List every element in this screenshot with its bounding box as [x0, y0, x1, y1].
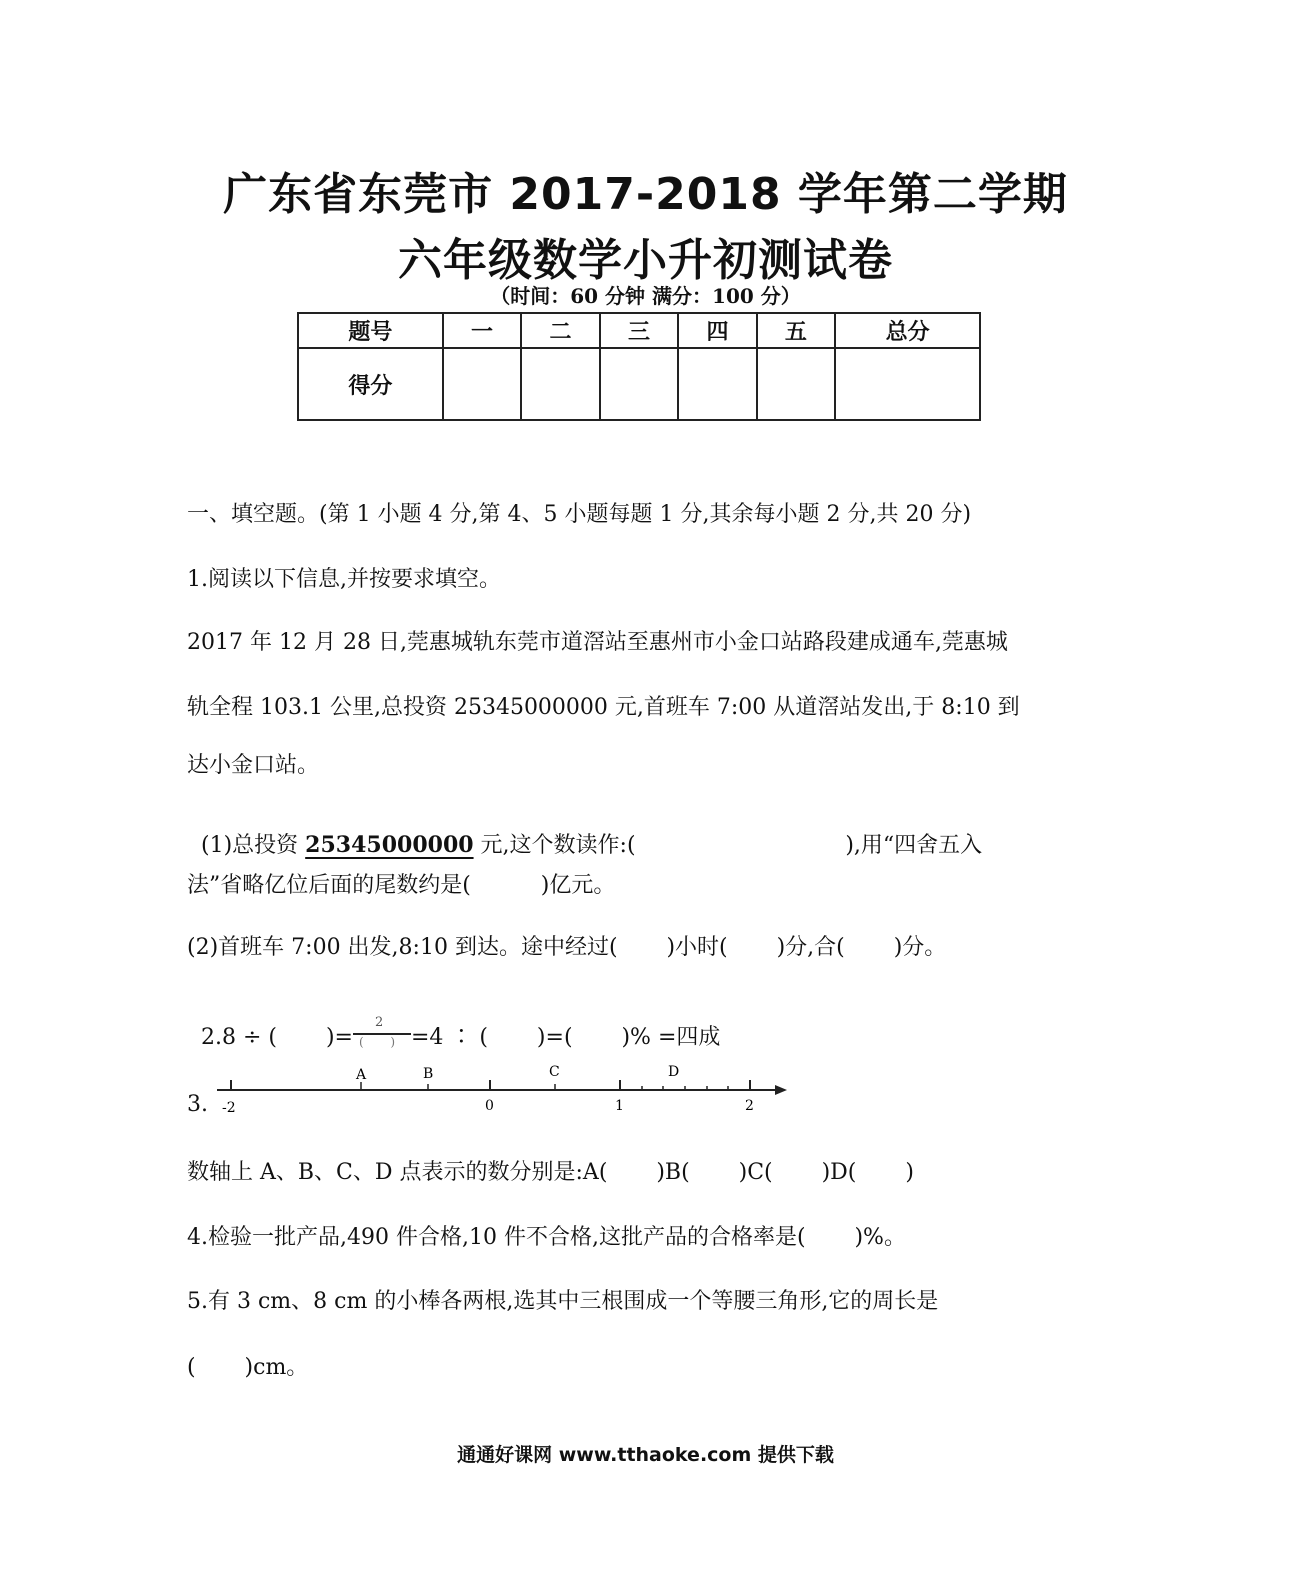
question-1-2: (2)首班车 7:00 出发,8:10 到达。途中经过( )小时( )分,合( )分。	[187, 935, 947, 960]
question-3-label: 3.	[187, 1092, 208, 1117]
question-2-prefix: 2.8 ÷ ( )=	[201, 1025, 353, 1050]
question-3-text: 数轴上 A、B、C、D 点表示的数分别是:A( )B( )C( )D( )	[187, 1160, 914, 1185]
table-cell: 五	[757, 313, 835, 348]
score-blank-cell	[757, 348, 835, 420]
table-cell: 一	[443, 313, 521, 348]
footer: 通通好课网 www.tthaoke.com 提供下载	[457, 1444, 834, 1466]
fraction	[353, 1015, 411, 1053]
question-1-intro: 1.阅读以下信息,并按要求填空。	[187, 567, 501, 592]
tick-label: 2	[745, 1098, 754, 1114]
question-1-info-line-3: 达小金口站。	[187, 753, 320, 778]
question-1-info-line-2: 轨全程 103.1 公里,总投资 25345000000 元,首班车 7:00 从道滘站发出,于 8:10 到	[187, 695, 1020, 720]
question-1-1-suffix: 元,这个数读作:( ),用“四舍五入	[473, 833, 983, 858]
tick-label: 1	[615, 1098, 624, 1114]
table-cell: 四	[678, 313, 756, 348]
title-line-2: 六年级数学小升初测试卷	[398, 235, 893, 286]
score-blank-cell	[443, 348, 521, 420]
investment-amount: 25345000000	[305, 832, 474, 858]
score-blank-cell	[600, 348, 678, 420]
score-table-score-row	[298, 348, 980, 420]
point-label: A	[356, 1067, 367, 1083]
score-table-header-row	[298, 313, 980, 348]
question-1-1-prefix: (1)总投资	[201, 833, 306, 858]
score-blank-cell	[678, 348, 756, 420]
question-5-line-1: 5.有 3 cm、8 cm 的小棒各两根,选其中三根围成一个等腰三角形,它的周长是	[187, 1289, 939, 1314]
tick-label: 0	[485, 1098, 494, 1114]
number-line	[215, 1060, 795, 1120]
table-cell: 二	[521, 313, 599, 348]
question-1-1	[187, 803, 982, 859]
question-2	[187, 995, 720, 1053]
tick-label: -2	[222, 1100, 236, 1116]
question-1-1-line-2: 法”省略亿位后面的尾数约是( )亿元。	[187, 873, 616, 898]
question-2-suffix: =4 ∶ ( )=( )% =四成	[410, 1025, 721, 1050]
section-1-heading: 一、填空题。(第 1 小题 4 分,第 4、5 小题每题 1 分,其余每小题 2 分,共 20 分)	[187, 502, 972, 527]
question-5-line-2: ( )cm。	[187, 1355, 309, 1380]
question-1-info-line-1: 2017 年 12 月 28 日,莞惠城轨东莞市道滘站至惠州市小金口站路段建成通车,莞惠城	[187, 630, 1008, 655]
fraction-numerator: 2	[374, 1015, 384, 1030]
exam-info: （时间：60 分钟 满分：100 分）	[490, 284, 801, 308]
number-line-arrow	[775, 1085, 787, 1095]
score-blank-cell	[835, 348, 980, 420]
score-blank-cell	[521, 348, 599, 420]
table-cell: 题号	[298, 313, 443, 348]
table-cell: 总分	[835, 313, 980, 348]
point-label: B	[423, 1066, 434, 1082]
title-line-1: 广东省东莞市 2017-2018 学年第二学期	[223, 169, 1068, 220]
question-4: 4.检验一批产品,490 件合格,10 件不合格,这批产品的合格率是( )%。	[187, 1225, 906, 1250]
point-label: C	[549, 1064, 560, 1080]
table-cell: 得分	[298, 348, 443, 420]
table-cell: 三	[600, 313, 678, 348]
fraction-denominator: ( )	[358, 1035, 396, 1049]
point-label: D	[668, 1064, 680, 1080]
score-table	[297, 312, 981, 421]
